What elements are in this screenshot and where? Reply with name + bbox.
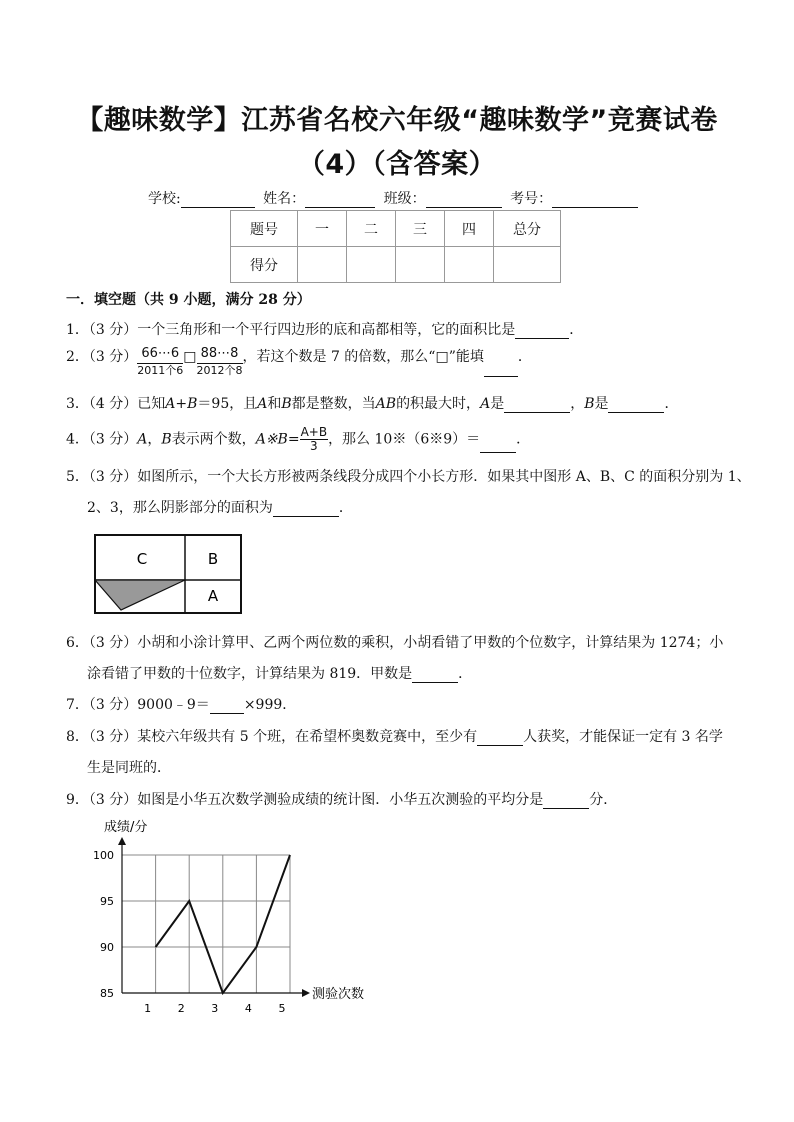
q2-number-8s xyxy=(197,346,243,377)
q4-expr: A※B xyxy=(255,431,288,448)
q2-prefix: 2．（3 分） xyxy=(66,349,138,365)
score-cell[interactable] xyxy=(494,247,561,283)
q3-text: 的积最大时， xyxy=(396,396,481,412)
score-table xyxy=(230,210,561,283)
question-5-line-2 xyxy=(87,497,353,517)
x-axis-label: 测验次数 xyxy=(312,987,365,1002)
score-header-cell: 一 xyxy=(298,211,347,247)
q3-var: A xyxy=(257,396,268,412)
q6-answer-blank[interactable] xyxy=(412,668,458,683)
score-cell[interactable] xyxy=(347,247,396,283)
y-tick-label: 85 xyxy=(100,987,114,1000)
q3-var: AB xyxy=(375,396,397,412)
y-tick-label: 90 xyxy=(100,941,114,954)
q2-num2: 88⋯8 xyxy=(200,346,239,361)
q9-text: 分． xyxy=(589,792,618,808)
q4-fraction xyxy=(300,426,329,453)
q2-num1-under: 2011个6 xyxy=(137,364,184,377)
question-7 xyxy=(66,694,296,714)
x-axis-arrow xyxy=(302,989,310,997)
q2-num2-under: 2012个8 xyxy=(196,364,243,377)
q2-num1: 66⋯6 xyxy=(141,346,180,361)
q2-text: ，若这个数是 7 的倍数，那么“□”能填 xyxy=(242,349,484,365)
x-tick-label: 4 xyxy=(244,1002,252,1015)
x-tick-label: 3 xyxy=(211,1002,219,1015)
q7-text: 7．（3 分）9000﹣9＝ xyxy=(66,697,210,713)
name-blank[interactable] xyxy=(305,193,375,208)
question-3 xyxy=(66,393,678,413)
score-table-score-row xyxy=(231,247,561,283)
school-label: 学校: xyxy=(148,191,181,207)
q1-answer-blank[interactable] xyxy=(515,324,569,339)
q4-end: ． xyxy=(516,431,531,448)
score-cell[interactable] xyxy=(445,247,494,283)
q5-answer-blank[interactable] xyxy=(273,502,339,517)
q3-answer-blank-a[interactable] xyxy=(504,398,570,413)
y-tick-label: 95 xyxy=(100,895,114,908)
y-axis-label: 成绩/分 xyxy=(104,820,148,835)
school-blank[interactable] xyxy=(181,193,255,208)
q8-text: 人获奖，才能保证一定有 3 名学 xyxy=(523,729,723,745)
y-axis-arrow xyxy=(118,837,126,845)
question-6-line-2 xyxy=(87,663,472,683)
q2-answer-blank[interactable] xyxy=(484,362,518,377)
label-a: A xyxy=(207,587,219,605)
score-row-label: 得分 xyxy=(231,247,298,283)
class-label: 班级： xyxy=(383,191,426,207)
q7-answer-blank[interactable] xyxy=(210,699,244,714)
q8-text: 8．（3 分）某校六年级共有 5 个班，在希望杯奥数竞赛中，至少有 xyxy=(66,729,478,745)
page-subtitle: （4）（含答案） xyxy=(297,149,497,180)
score-header-cell: 总分 xyxy=(494,211,561,247)
q4-frac-den: 3 xyxy=(309,439,318,453)
q4-var: B xyxy=(161,431,172,448)
question-2 xyxy=(66,346,532,377)
q9-text: 9．（3 分）如图是小华五次数学测验成绩的统计图．小华五次测验的平均分是 xyxy=(66,792,544,808)
q3-answer-blank-b[interactable] xyxy=(608,398,664,413)
q4-answer-blank[interactable] xyxy=(480,438,516,453)
q3-text: ＝95，且 xyxy=(197,396,258,412)
q2-end: ． xyxy=(517,349,532,365)
q4-text: 表示两个数， xyxy=(171,431,256,448)
score-cell[interactable] xyxy=(396,247,445,283)
q3-text: 是 xyxy=(594,396,609,412)
label-b: B xyxy=(207,550,219,568)
q3-var: A xyxy=(480,396,491,412)
q8-answer-blank[interactable] xyxy=(477,731,523,746)
x-tick-label: 5 xyxy=(278,1002,286,1015)
q7-text: ×999． xyxy=(243,697,297,713)
score-header-cell: 三 xyxy=(396,211,445,247)
score-table-header-row xyxy=(231,211,561,247)
question-8-line-2: 生是同班的． xyxy=(87,760,171,776)
q6-end: ． xyxy=(458,666,473,682)
score-header-cell: 题号 xyxy=(231,211,298,247)
page-title: 【趣味数学】江苏省名校六年级“趣味数学”竞赛试卷 xyxy=(76,105,718,136)
q3-text: 3．（4 分）已知 xyxy=(66,396,166,412)
label-c: C xyxy=(136,550,148,568)
q4-eq: = xyxy=(287,431,300,448)
score-line-chart xyxy=(80,810,380,1025)
question-4 xyxy=(66,426,530,453)
q1-end: ． xyxy=(569,322,584,338)
score-header-cell: 二 xyxy=(347,211,396,247)
question-1 xyxy=(66,319,583,339)
question-6-line-1: 6．（3 分）小胡和小涂计算甲、乙两个两位数的乘积，小胡看错了甲数的个位数字，计算结果为 1274；小 xyxy=(66,635,724,651)
q5-end: ． xyxy=(338,500,353,516)
q4-var: A xyxy=(137,431,148,448)
q2-box: □ xyxy=(183,349,197,365)
q4-frac-num: A+B xyxy=(300,425,328,439)
q3-text: 都是整数，当 xyxy=(291,396,376,412)
q3-var: A+B xyxy=(165,396,198,412)
q1-text: 1．（3 分）一个三角形和一个平行四边形的底和高都相等，它的面积比是 xyxy=(66,322,516,338)
shaded-triangle xyxy=(95,580,185,610)
name-label: 姓名： xyxy=(263,191,306,207)
score-header-cell: 四 xyxy=(445,211,494,247)
section-heading: 一．填空题（共 9 小题，满分 28 分） xyxy=(66,292,311,308)
question-5-line-1: 5．（3 分）如图所示，一个大长方形被两条线段分成四个小长方形．如果其中图形 A、B、C 的面积分别为 1、 xyxy=(66,469,751,485)
student-info-line xyxy=(148,188,638,208)
q2-number-6s xyxy=(137,346,183,377)
question-8-line-1 xyxy=(66,726,723,746)
q3-text: 是 xyxy=(490,396,505,412)
q5-text: 2、3，那么阴影部分的面积为 xyxy=(87,500,273,516)
q3-text: ， xyxy=(570,396,585,412)
rectangle-figure xyxy=(94,534,242,614)
q3-var: B xyxy=(584,396,595,412)
q6-text: 涂看错了甲数的十位数字，计算结果为 819．甲数是 xyxy=(87,666,413,682)
q9-answer-blank[interactable] xyxy=(543,794,589,809)
exam-no-label: 考号： xyxy=(510,191,553,207)
y-tick-label: 100 xyxy=(93,849,114,862)
exam-no-blank[interactable] xyxy=(552,193,638,208)
score-cell[interactable] xyxy=(298,247,347,283)
q3-end: ． xyxy=(664,396,679,412)
x-tick-label: 2 xyxy=(177,1002,185,1015)
q4-text: ，那么 10※（6※9）＝ xyxy=(328,431,481,448)
q3-text: 和 xyxy=(267,396,282,412)
question-9 xyxy=(66,789,617,809)
q3-var: B xyxy=(281,396,292,412)
x-tick-label: 1 xyxy=(144,1002,152,1015)
class-blank[interactable] xyxy=(426,193,502,208)
q4-text: ， xyxy=(147,431,162,448)
q4-text: 4．（3 分） xyxy=(66,431,138,448)
